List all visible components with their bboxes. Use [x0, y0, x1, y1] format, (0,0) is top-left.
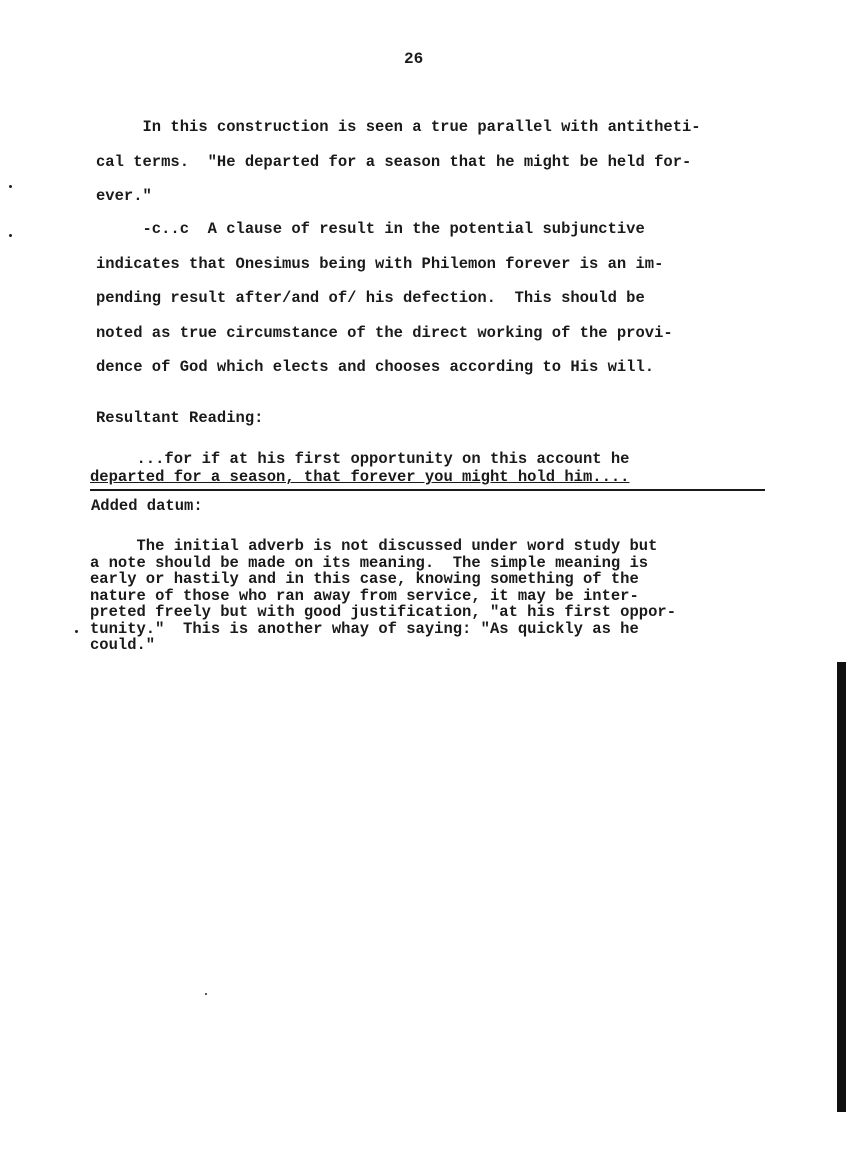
text-line: noted as true circumstance of the direct working of the provi- — [96, 323, 673, 342]
text-line: pending result after/and of/ his defection. This should be — [96, 289, 645, 307]
horizontal-rule — [90, 489, 765, 491]
text-line: ...for if at his first opportunity on this account he — [90, 450, 630, 468]
paragraph-result-clause — [96, 212, 766, 385]
text-line: The initial adverb is not discussed under word study but — [90, 537, 658, 555]
page-number: 26 — [404, 50, 424, 68]
text-line: preted freely but with good justification, "at his first oppor- — [90, 603, 676, 621]
resultant-reading-text — [90, 450, 765, 486]
text-line: indicates that Onesimus being with Philemon forever is an im- — [96, 254, 664, 273]
text-line: dence of God which elects and chooses according to His will. — [96, 358, 655, 376]
resultant-reading-heading: Resultant Reading: — [96, 409, 264, 427]
scan-edge-shadow — [837, 662, 846, 1112]
added-datum-text — [90, 538, 765, 654]
text-line: early or hastily and in this case, knowing something of the — [90, 570, 639, 588]
text-line: -c..c A clause of result in the potential subjunctive — [96, 220, 645, 238]
text-line: could." — [90, 636, 156, 654]
text-line: tunity." This is another whay of saying: "As quickly as he — [90, 619, 639, 638]
paragraph-construction — [96, 110, 766, 214]
added-datum-heading: Added datum: — [91, 497, 203, 515]
text-line-underlined: departed for a season, that forever you might hold him.... — [90, 468, 630, 486]
scan-speck — [75, 630, 78, 633]
text-line: In this construction is seen a true parallel with antitheti- — [96, 118, 701, 136]
text-line: cal terms. "He departed for a season that he might be held for- — [96, 152, 692, 171]
text-line: ever." — [96, 187, 152, 205]
scan-speck — [205, 993, 207, 995]
scan-speck — [9, 185, 12, 188]
text-line: nature of those who ran away from service, it may be inter- — [90, 586, 639, 605]
scan-speck — [9, 234, 12, 237]
text-line: a note should be made on its meaning. The simple meaning is — [90, 553, 649, 572]
